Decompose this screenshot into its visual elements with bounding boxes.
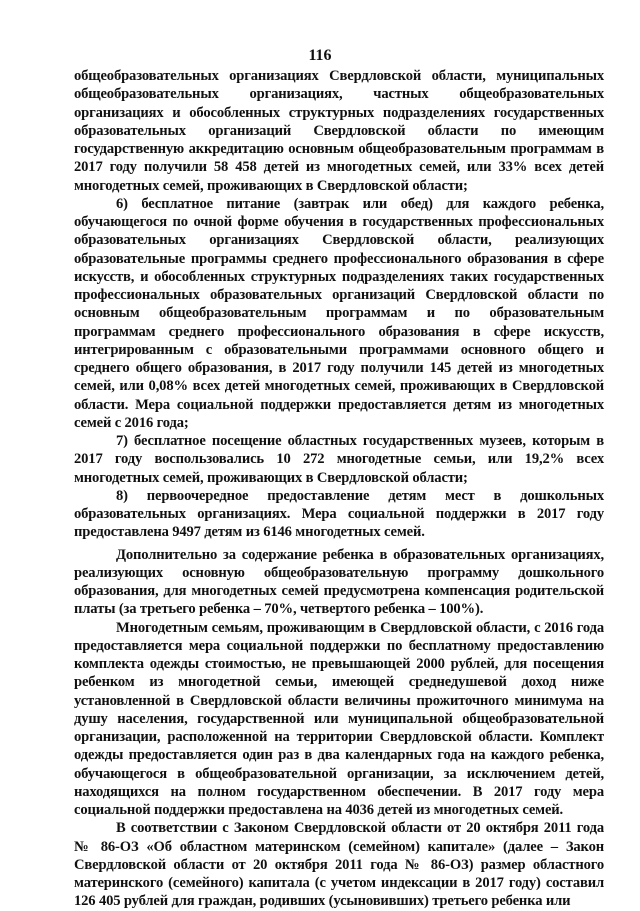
document-body bbox=[74, 67, 604, 911]
paragraph-item-7: 7) бесплатное посещение областных государственных музеев, которым в 2017 году воспользовались 10 272 многодетные семьи, или 19,2% всех многодетных семей, проживающих в Свердловской области; bbox=[74, 433, 604, 486]
paragraph-item-6: 6) бесплатное питание (завтрак или обед) для каждого ребенка, обучающегося по очной форме обучения в государственных профессиональных образовательных организациях Свердловской области, реализующих образовательные программы среднего профессионального образования в сфере искусств, и обособленных структурных подразделениях таких государственных профессиональных образовательных организаций Свердловской области по основным общеобразовательным программам и по образовательным программам среднего профессионального образования в сфере искусств, интегрированным с образовательными программами основного общего и среднего общего образования, в 2017 году получили 145 детей из многодетных семей, или 0,08% всех детей многодетных семей, проживающих в Свердловской области. Мера социальной поддержки предоставляется детям из многодетных семей с 2016 года; bbox=[74, 195, 604, 431]
page-number: 116 bbox=[308, 47, 332, 64]
paragraph-maternity-capital: В соответствии с Законом Свердловской области от 20 октября 2011 года № 86-ОЗ «Об областном материнском (семейном) капитале» (далее – Закон Свердловской области от 20 октября 2011 года № 86-ОЗ) размер областного материнского (семейного) капитала (с учетом индексации в 2017 году) составил 126 405 рублей для граждан, родивших (усыновивших) третьего ребенка или bbox=[74, 820, 604, 910]
paragraph-item-8: 8) первоочередное предоставление детям мест в дошкольных образовательных организациях. Мера социальной поддержки в 2017 году предоставлена 9497 детям из 6146 многодетных семей. bbox=[74, 487, 604, 541]
paragraph-clothing: Многодетным семьям, проживающим в Свердловской области, с 2016 года предоставляется мера социальной поддержки по бесплатному предоставлению комплекта одежды стоимостью, не превышающей 2000 рублей, для посещения ребенком из многодетной семьи, имеющей среднедушевой доход ниже установленной в Свердловской области величины прожиточного минимума на душу населения, государственной или муниципальной общеобразовательной организации, расположенной на территории Свердловской области. Комплект одежды предоставляется один раз в два календарных года на каждого ребенка, обучающегося в общеобразовательной организации, за исключением детей, находящихся на полном государственном обеспечении. В 2017 году мера социальной поддержки предоставлена на 4036 детей из многодетных семей. bbox=[74, 619, 604, 818]
paragraph-continuation: общеобразовательных организациях Свердловской области, муниципальных общеобразовательных организациях, частных общеобразовательных организациях и обособленных структурных подразделениях государственных образовательных организаций Свердловской области по имеющим государственную аккредитацию основным общеобразовательным программам в 2017 году получили 58 458 детей из многодетных семей, или 33% всех детей многодетных семей, проживающих в Свердловской области; bbox=[74, 68, 604, 194]
paragraph-compensation: Дополнительно за содержание ребенка в образовательных организациях, реализующих основную общеобразовательную программу дошкольного образования, для многодетных семей предусмотрена компенсация родительской платы (за третьего ребенка – 70%, четвертого ребенка – 100%). bbox=[74, 546, 604, 618]
